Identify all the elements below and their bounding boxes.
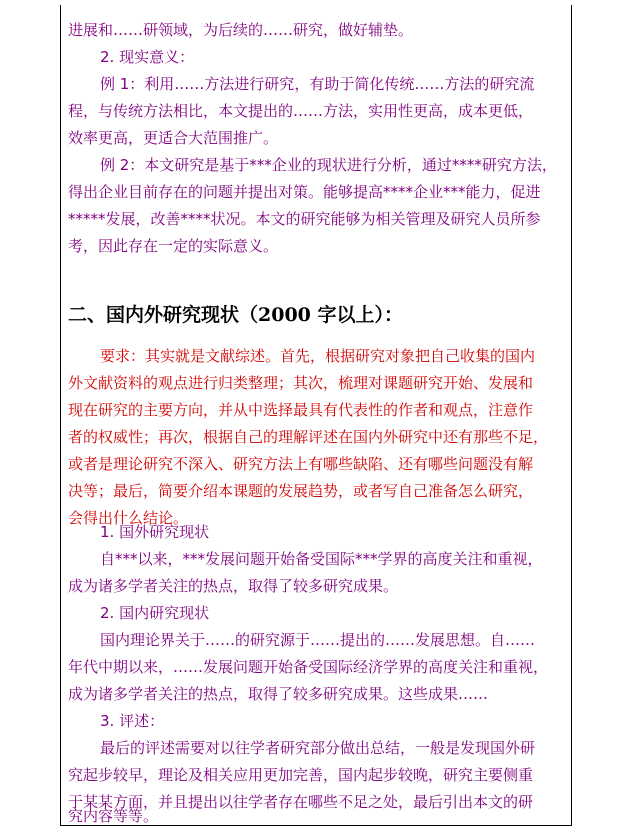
text-line: 得出企业目前存在的问题并提出对策。能够提高****企业***能力，促进 — [68, 183, 541, 201]
requirement-line: 现在研究的主要方向，并从中选择最具有代表性的作者和观点，注意作 — [68, 401, 534, 419]
requirement-line: 或者是理论研究不深入、研究方法上有哪些缺陷、还有哪些问题没有解 — [68, 455, 534, 473]
text-line: 究内容等等。 — [68, 807, 159, 825]
requirement-line: 外文献资料的观点进行归类整理；其次，梳理对课题研究开始、发展和 — [68, 374, 534, 392]
text-line: 例 1：利用……方法进行研究，有助于简化传统……方法的研究流 — [100, 75, 535, 93]
subheading-review: 3. 评述： — [100, 712, 165, 730]
text-line: 成为诸多学者关注的热点，取得了较多研究成果。 — [68, 577, 399, 595]
requirement-line: 会得出什么结论。 — [68, 509, 189, 527]
text-line: *****发展，改善****状况。本文的研究能够为相关管理及研究人员所参 — [68, 210, 541, 228]
section-heading: 二、国内外研究现状（2000 字以上）： — [68, 304, 403, 326]
text-line: 例 2：本文研究是基于***企业的现状进行分析，通过****研究方法， — [100, 156, 557, 174]
requirement-line: 要求：其实就是文献综述。首先，根据研究对象把自己收集的国内 — [100, 347, 536, 365]
text-line: 究起步较早，理论及相关应用更加完善，国内起步较晚，研究主要侧重 — [68, 766, 534, 784]
requirement-line: 者的权威性；再次，根据自己的理解评述在国内外研究中还有那些不足， — [68, 428, 549, 446]
text-line: 程，与传统方法相比，本文提出的……方法，实用性更高，成本更低， — [68, 102, 534, 120]
subheading-practical-significance: 2. 现实意义： — [100, 48, 195, 66]
requirement-line: 决等；最后，简要介绍本课题的发展趋势，或者写自己准备怎么研究， — [68, 482, 534, 500]
text-line: 进展和……研领域，为后续的……研究，做好辅垫。 — [68, 21, 414, 39]
text-line: 成为诸多学者关注的热点，取得了较多研究成果。这些成果…… — [68, 685, 489, 703]
text-line: 年代中期以来，……发展问题开始备受国际经济学界的高度关注和重视， — [68, 658, 549, 676]
text-line: 国内理论界关于……的研究源于……提出的……发展思想。自…… — [100, 631, 536, 649]
text-line: 最后的评述需要对以往学者研究部分做出总结，一般是发现国外研 — [100, 739, 536, 757]
text-line: 考，因此存在一定的实际意义。 — [68, 237, 279, 255]
subheading-domestic-research: 2. 国内研究现状 — [100, 604, 210, 622]
subheading-foreign-research: 1. 国外研究现状 — [100, 523, 210, 541]
text-line: 自***以来，***发展问题开始备受国际***学界的高度关注和重视， — [100, 550, 543, 568]
text-line: 于某某方面，并且提出以往学者存在哪些不足之处，最后引出本文的研 — [68, 793, 534, 811]
text-line: 效率更高，更适合大范围推广。 — [68, 129, 279, 147]
